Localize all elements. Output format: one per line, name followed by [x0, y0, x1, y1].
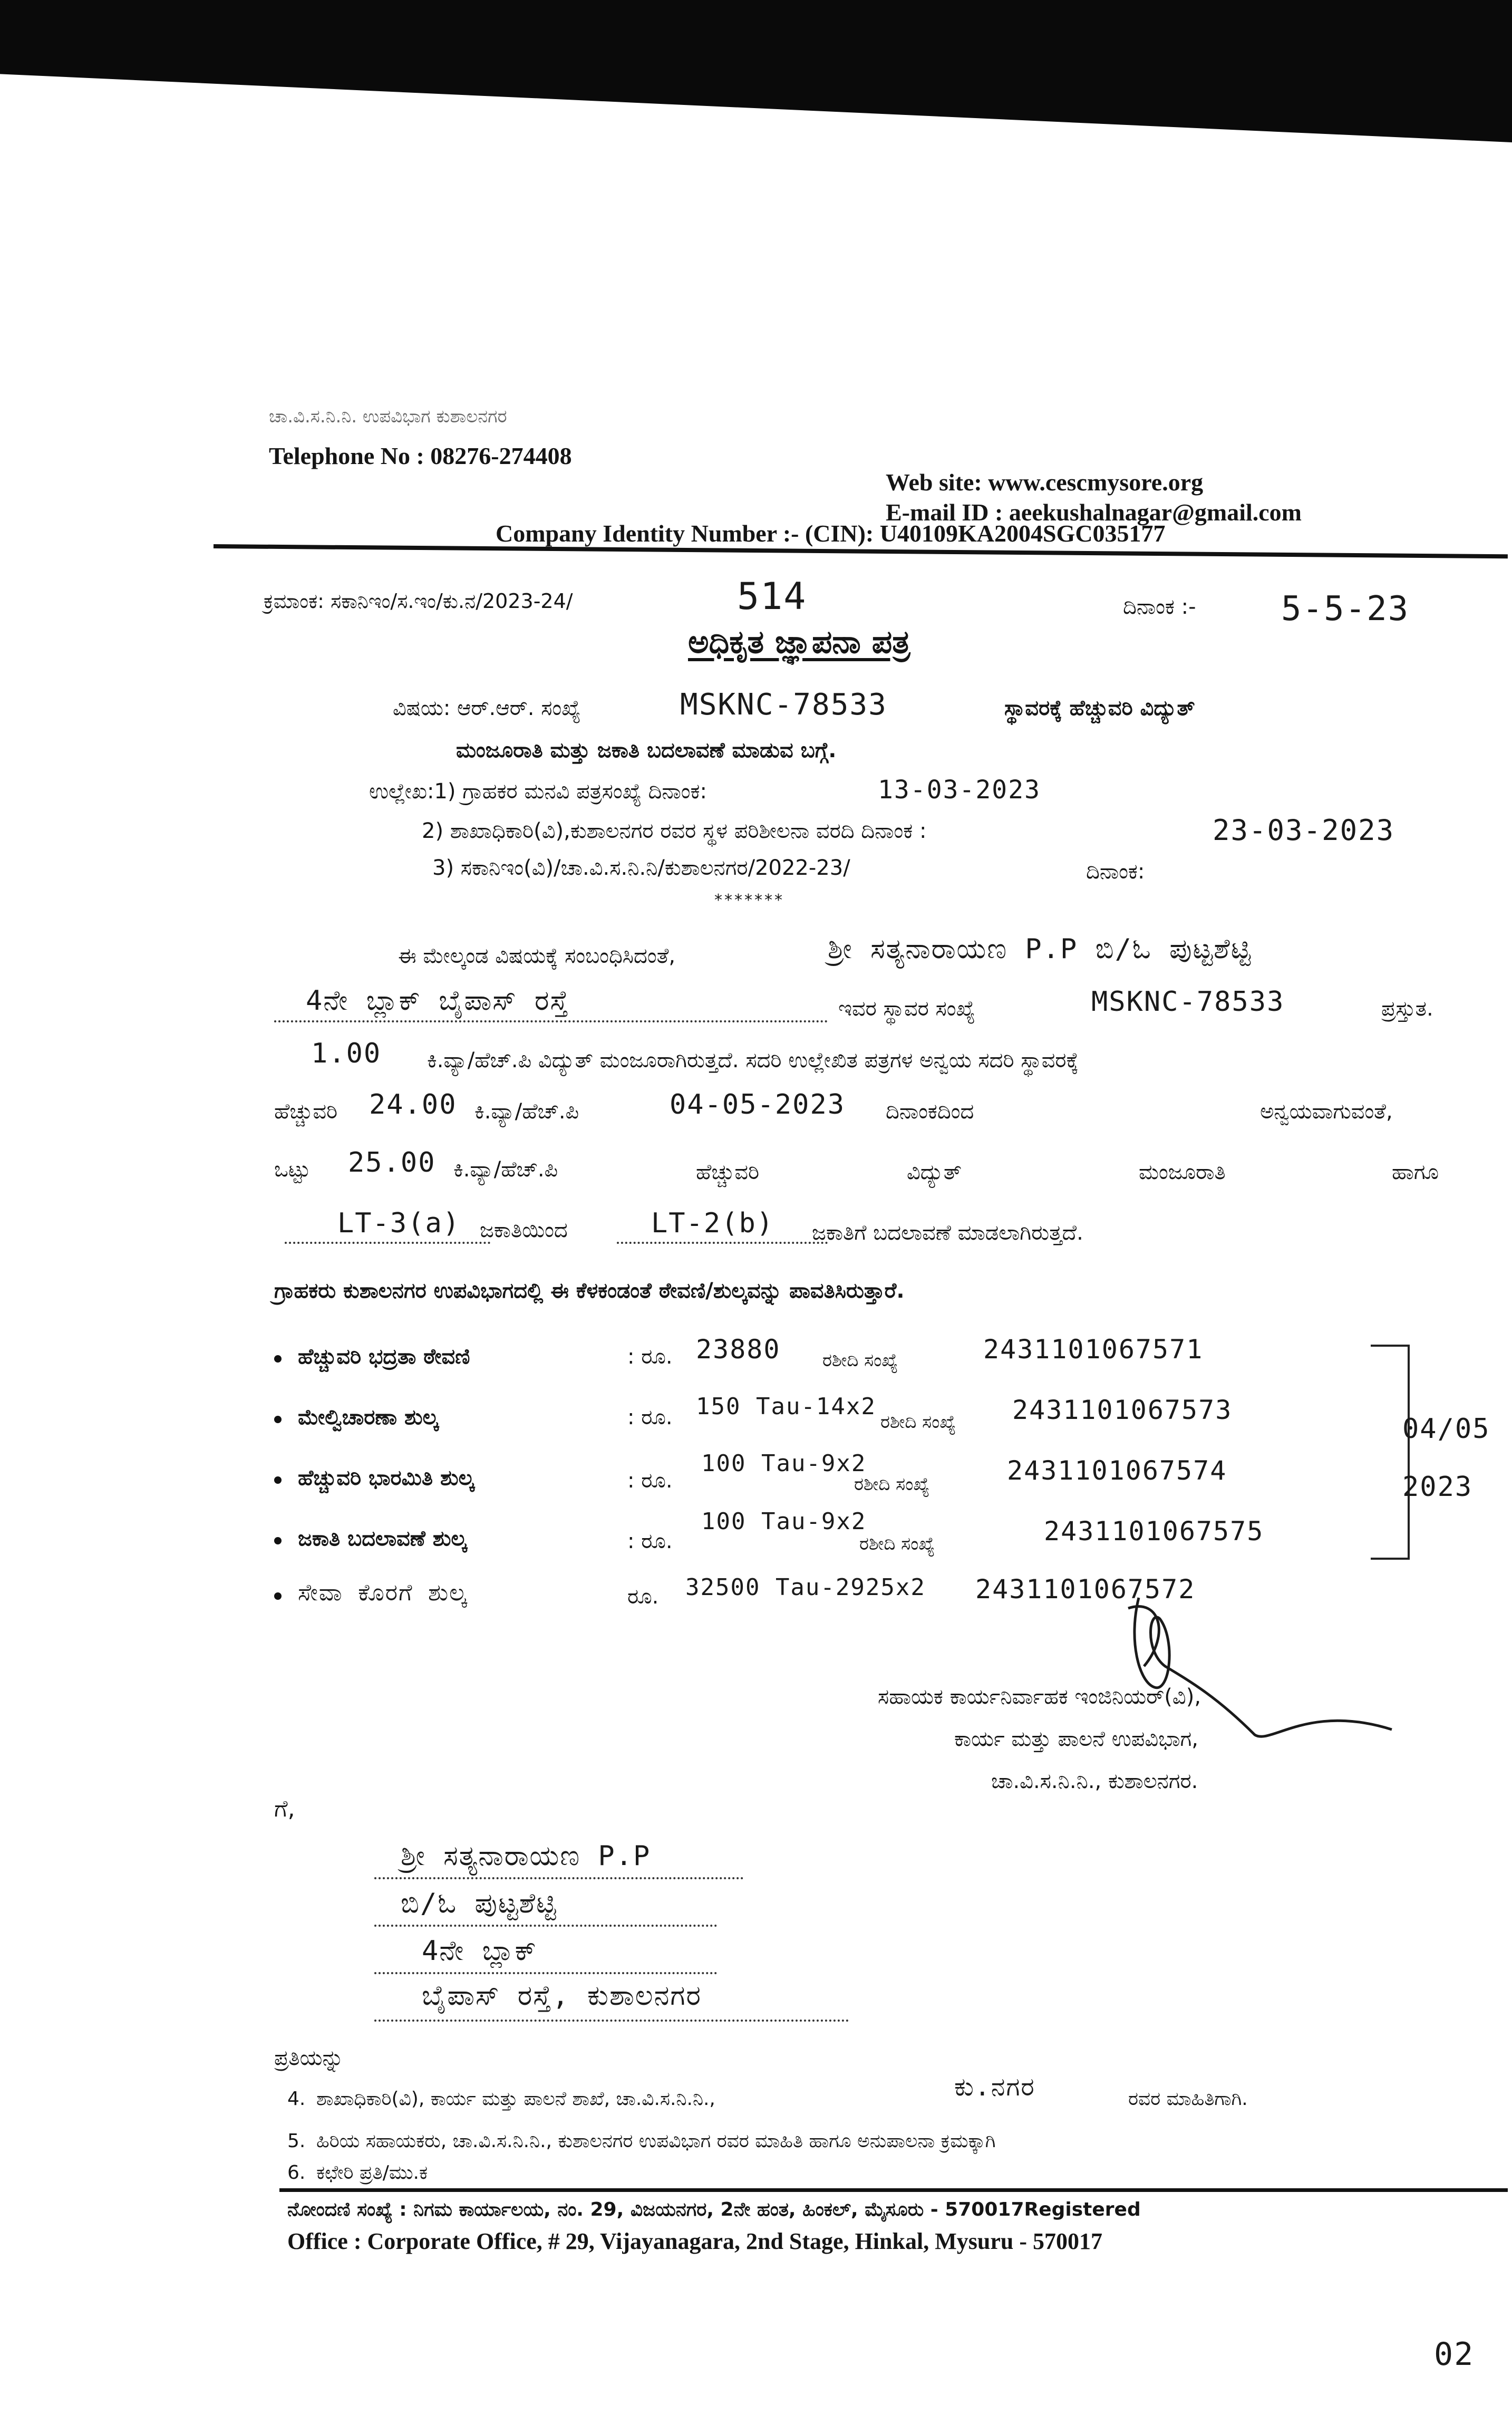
body-line7-text: ಗ್ರಾಹಕರು ಕುಶಾಲನಗರ ಉಪವಿಭಾಗದಲ್ಲಿ ಈ ಕೆಳಕಂಡಂತೆ ಠೇವಣಿ/ಶುಲ್ಕವನ್ನು ಪಾವತಿಸಿರುತ್ತಾರೆ. [274, 1279, 905, 1303]
payment-receipt-number: 2431101067572 [975, 1574, 1196, 1605]
bullet [274, 1537, 282, 1544]
bullet [274, 1592, 282, 1600]
reference-1-date: 13-03-2023 [878, 775, 1041, 805]
corner-page-mark: 02 [1434, 2336, 1475, 2373]
body-line2-address: 4ನೇ ಬ್ಲಾಕ್ ಬೈಪಾಸ್ ರಸ್ತೆ [306, 985, 569, 1017]
body-line5-text2: ಕಿ.ವ್ಯಾ/ಹೆಚ್.ಪಿ [453, 1157, 558, 1182]
body-line6-old-tariff: LT-3(a) [337, 1208, 461, 1239]
payment-label: ಸೇವಾ ಕೊರಗೆ ಶುಲ್ಕ [298, 1579, 468, 1606]
address-underline-4 [374, 2020, 849, 2022]
payment-rs-label: : ರೂ. [627, 1469, 673, 1493]
signatory-line3: ಚಾ.ವಿ.ಸ.ನಿ.ನಿ., ಕುಶಾಲನಗರ. [991, 1769, 1198, 1793]
company-identity-number: Company Identity Number :- (CIN): U40109KA2004SGC035177 [496, 520, 1166, 547]
address-underline-1 [374, 1877, 743, 1879]
separator: ******* [714, 891, 784, 910]
body-line5-text5: ಮಂಜೂರಾತಿ [1139, 1160, 1226, 1184]
body-line4-text3: ದಿನಾಂಕದಿಂದ [886, 1099, 974, 1124]
payment-label: ಹೆಚ್ಚುವರಿ ಭಾರಮಿತಿ ಶುಲ್ಕ [298, 1466, 474, 1490]
body-line1-text: ಈ ಮೇಲ್ಕಂಡ ವಿಷಯಕ್ಕೆ ಸಂಬಂಧಿಸಿದಂತೆ, [398, 944, 676, 968]
copy-6-text: ಕಛೇರಿ ಪ್ರತಿ/ಮು.ಕ [316, 2162, 428, 2184]
subject-prefix: ವಿಷಯ: ಆರ್.ಆರ್. ಸಂಖ್ಯೆ [393, 696, 581, 720]
footer-line1: ನೋಂದಣಿ ಸಂಖ್ಯೆ : ನಿಗಮ ಕಾರ್ಯಾಲಯ, ನಂ. 29, ವಿಜಯನಗರ, 2ನೇ ಹಂತ, ಹಿಂಕಲ್, ಮೈಸೂರು - 570017Registered [287, 2199, 1141, 2220]
handwritten-ref-number: 514 [737, 575, 807, 618]
payment-label: ಹೆಚ್ಚುವರಿ ಭದ್ರತಾ ಠೇವಣಿ [298, 1345, 470, 1369]
email: E-mail ID : aeekushalnagar@gmail.com [886, 499, 1302, 526]
payment-rs-label: : ರೂ. [627, 1405, 673, 1429]
body-line4-effective-date: 04-05-2023 [670, 1089, 846, 1120]
to-label: ಗೆ, [274, 1795, 295, 1822]
payment-receipt-label: ರಶೀದಿ ಸಂಖ್ಯೆ [854, 1474, 930, 1495]
copy-5-number: 5. [287, 2130, 306, 2152]
address-line1: ಶ್ರೀ ಸತ್ಯನಾರಾಯಣ P.P [401, 1840, 651, 1872]
body-line4-text1: ಹೆಚ್ಚುವರಿ [274, 1099, 338, 1124]
body-line2-text2: ಪ್ರಸ್ತುತ. [1381, 997, 1433, 1021]
address-line4: ಬೈಪಾಸ್ ರಸ್ತೆ, ಕುಶಾಲನಗರ [422, 1980, 702, 2012]
bullet [274, 1476, 282, 1484]
copy-4-number: 4. [287, 2088, 306, 2110]
bullet [274, 1355, 282, 1363]
body-line2-text: ಇವರ ಸ್ಥಾವರ ಸಂಖ್ಯೆ [838, 997, 975, 1021]
payment-rs-label: ರೂ. [627, 1585, 659, 1609]
body-line2-installation-number: MSKNC-78533 [1091, 986, 1285, 1018]
body-line1-customer-name: ಶ್ರೀ ಸತ್ಯನಾರಾಯಣ P.P ಬಿ/ಓ ಪುಟ್ಟಶೆಟ್ಟಿ [828, 933, 1252, 965]
payment-receipt-number: 2431101067573 [1012, 1395, 1233, 1425]
copy-4-text: ಶಾಖಾಧಿಕಾರಿ(ವಿ), ಕಾರ್ಯ ಮತ್ತು ಪಾಲನೆ ಶಾಖೆ, ಚಾ.ವಿ.ಸ.ನಿ.ನಿ., [316, 2088, 715, 2110]
payment-receipt-number: 2431101067571 [983, 1334, 1204, 1365]
bullet [274, 1416, 282, 1423]
payment-receipt-number: 2431101067574 [1007, 1455, 1227, 1486]
footer-rule [279, 2188, 1508, 2192]
body-line6-text1: ಜಕಾತಿಯಿಂದ [480, 1218, 568, 1242]
date-label: ದಿನಾಂಕ :- [1123, 595, 1196, 619]
body-line5-text1: ಒಟ್ಟು [274, 1157, 311, 1182]
signature [1097, 1577, 1413, 1745]
body-line3-text: ಕಿ.ವ್ಯಾ/ಹೆಚ್.ಪಿ ವಿದ್ಯುತ್ ಮಂಜೂರಾಗಿರುತ್ತದೆ. ಸದರಿ ಉಲ್ಲೇಖಿತ ಪತ್ರಗಳ ಅನ್ವಯ ಸದರಿ ಸ್ಥಾವರಕ್ಕೆ [427, 1048, 1079, 1073]
copy-6-number: 6. [287, 2162, 306, 2184]
signatory-line1: ಸಹಾಯಕ ಕಾರ್ಯನಿರ್ವಾಹಕ ಇಂಜಿನಿಯರ್(ವಿ), [878, 1685, 1201, 1709]
payment-receipt-label: ರಶೀದಿ ಸಂಖ್ಯೆ [859, 1533, 935, 1554]
payment-amount: 23880 [696, 1334, 781, 1365]
reference-2-date: 23-03-2023 [1213, 814, 1395, 847]
body-line5-text4: ವಿದ್ಯುತ್ [907, 1160, 962, 1184]
payment-amount: 100 Tau-9x2 [701, 1508, 867, 1535]
body-line6-new-tariff: LT-2(b) [651, 1208, 774, 1239]
address-line2: ಬಿ/ಓ ಪುಟ್ಟಶೆಟ್ಟಿ [401, 1888, 557, 1919]
subject-line2: ಮಂಜೂರಾತಿ ಮತ್ತು ಜಕಾತಿ ಬದಲಾವಣೆ ಮಾಡುವ ಬಗ್ಗೆ. [456, 738, 837, 762]
reference-1-label: ಉಲ್ಲೇಖ:1) ಗ್ರಾಹಕರ ಮನವಿ ಪತ್ರಸಂಖ್ಯೆ ದಿನಾಂಕ: [369, 779, 707, 804]
payment-label: ಮೇಲ್ವಿಚಾರಣಾ ಶುಲ್ಕ [298, 1405, 439, 1429]
body-line6-underline-2 [617, 1242, 828, 1244]
payment-receipt-label: ರಶೀದಿ ಸಂಖ್ಯೆ [822, 1350, 898, 1371]
signatory-line2: ಕಾರ್ಯ ಮತ್ತು ಪಾಲನೆ ಉಪವಿಭಾಗ, [954, 1727, 1198, 1751]
reference-2-label: 2) ಶಾಖಾಧಿಕಾರಿ(ವಿ),ಕುಶಾಲನಗರ ರವರ ಸ್ಥಳ ಪರಿಶೀಲನಾ ವರದಿ ದಿನಾಂಕ : [422, 819, 927, 843]
copy-4-handwritten: ಕು.ನಗರ [954, 2072, 1035, 2102]
reference-3-date-label: ದಿನಾಂಕ: [1086, 859, 1145, 884]
handwritten-date: 5-5-23 [1281, 590, 1410, 629]
payment-receipt-label: ರಶೀದಿ ಸಂಖ್ಯೆ [880, 1412, 956, 1433]
body-line5-text6: ಹಾಗೂ [1392, 1160, 1439, 1184]
body-line5-total-load: 25.00 [348, 1147, 436, 1178]
payment-rs-label: : ರೂ. [627, 1529, 673, 1553]
payment-amount: 32500 Tau-2925x2 [685, 1574, 926, 1601]
copy-5-text: ಹಿರಿಯ ಸಹಾಯಕರು, ಚಾ.ವಿ.ಸ.ನಿ.ನಿ., ಕುಶಾಲನಗರ ಉಪವಿಭಾಗ ರವರ ಮಾಹಿತಿ ಹಾಗೂ ಅನುಪಾಲನಾ ಕ್ರಮಕ್ಕಾಗಿ [316, 2130, 996, 2152]
copies-label: ಪ್ರತಿಯನ್ನು [274, 2046, 344, 2070]
subject-rr-number: MSKNC-78533 [680, 688, 887, 722]
ref-number-label: ಕ್ರಮಾಂಕ: ಸಕಾನಿಇಂ/ಸ.ಇಂ/ಕು.ನ/2023-24/ [264, 590, 573, 613]
body-line6-underline-1 [285, 1242, 490, 1244]
handwritten-bracket [1371, 1345, 1410, 1560]
payment-label: ಜಕಾತಿ ಬದಲಾವಣೆ ಶುಲ್ಕ [298, 1527, 467, 1551]
payment-receipt-number: 2431101067575 [1044, 1516, 1264, 1547]
payment-amount: 150 Tau-14x2 [696, 1393, 876, 1420]
body-line4-additional-load: 24.00 [369, 1089, 457, 1120]
payment-amount: 100 Tau-9x2 [701, 1450, 867, 1477]
address-underline-2 [374, 1925, 717, 1927]
margin-note-line2: 2023 [1402, 1471, 1473, 1503]
faded-org-line: ಚಾ.ವಿ.ಸ.ನಿ.ನಿ. ಉಪವಿಭಾಗ ಕುಶಾಲನಗರ [269, 406, 507, 427]
body-line4-text2: ಕಿ.ವ್ಯಾ/ಹೆಚ್.ಪಿ [474, 1099, 579, 1124]
body-line5-text3: ಹೆಚ್ಚುವರಿ [696, 1160, 760, 1184]
telephone: Telephone No : 08276-274408 [269, 442, 572, 469]
address-line3: 4ನೇ ಬ್ಲಾಕ್ [422, 1935, 537, 1967]
copy-4-text2: ರವರ ಮಾಹಿತಿಗಾಗಿ. [1128, 2088, 1248, 2110]
website: Web site: www.cescmysore.org [886, 469, 1204, 496]
scan-dark-edge [0, 0, 1512, 142]
payment-rs-label: : ರೂ. [627, 1345, 673, 1369]
reference-3-label: 3) ಸಕಾನಿಇಂ(ವಿ)/ಚಾ.ವಿ.ಸ.ನಿ.ನಿ/ಕುಶಾಲನಗರ/2022-23/ [432, 856, 850, 880]
margin-note-line1: 04/05 [1402, 1413, 1490, 1445]
address-underline-3 [374, 1972, 717, 1974]
body-line6-text2: ಜಕಾತಿಗೆ ಬದಲಾವಣೆ ಮಾಡಲಾಗಿರುತ್ತದೆ. [812, 1221, 1083, 1245]
page-title: ಅಧಿಕೃತ ಜ್ಞಾಪನಾ ಪತ್ರ [688, 624, 910, 661]
footer-line2: Office : Corporate Office, # 29, Vijayanagara, 2nd Stage, Hinkal, Mysuru - 570017 [287, 2228, 1102, 2254]
body-line2-underline [274, 1020, 828, 1022]
subject-suffix: ಸ್ಥಾವರಕ್ಕೆ ಹೆಚ್ಚುವರಿ ವಿದ್ಯುತ್ [1004, 696, 1195, 720]
body-line3-existing-load: 1.00 [311, 1038, 382, 1069]
body-line4-text4: ಅನ್ವಯವಾಗುವಂತೆ, [1260, 1099, 1393, 1124]
